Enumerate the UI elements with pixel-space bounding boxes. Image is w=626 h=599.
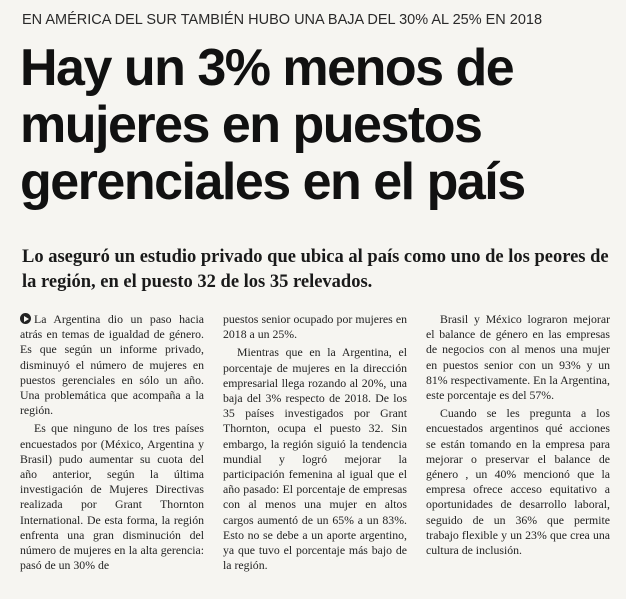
body-paragraph: Mientras que en la Argentina, el porcentaje de mujeres en la dirección empresarial llega rozando al 20%, una baja del 3% respecto de 2018. De los 35 países investigados por Grant Thornton, ocupa el puesto 32. Sin embargo, la región siguió la tendencia mundial y logró mejorar la participación femenina al igual que el año pasado: El porcentaje de empresas con al menos una mujer en altos cargos aumentó de un 65% a un 83%. Esto no se debe a un aporte argentino, ya que tuvo el porcentaje más bajo de la región.	[223, 345, 407, 573]
body-paragraph-text: La Argentina dio un paso hacia atrás en temas de igualdad de género. Es que según un informe privado, disminuyó el número de mujeres en puestos gerenciales en sólo un año. Una problemática que acompaña a la región.	[20, 312, 204, 418]
body-paragraph: Brasil y México lograron mejorar el balance de género en las empresas de negocios con al menos una mujer en puestos senior con un 93% y un 81% respectivamente. En la Argentina, este porcentaje es del 57%.	[426, 312, 610, 403]
headline	[20, 40, 620, 211]
body-paragraph	[20, 312, 204, 418]
body-column-3	[426, 312, 610, 558]
body-column-2	[223, 312, 407, 573]
headline-line: gerenciales en el país	[20, 153, 525, 211]
body-paragraph: puestos senior ocupado por mujeres en 2018 a un 25%.	[223, 312, 407, 342]
headline-line: mujeres en puestos	[20, 96, 482, 154]
kicker: EN AMÉRICA DEL SUR TAMBIÉN HUBO UNA BAJA DEL 30% AL 25% EN 2018	[22, 12, 543, 28]
article-body	[20, 312, 610, 587]
body-paragraph: Es que ninguno de los tres países encuestados por (México, Argentina y Brasil) pudo aumentar su cuota del año anterior, según la última investigación de Mujeres Directivas realizada por Grant Thornton International. De esta forma, la región enfrenta una gran disminución del número de mujeres en la alta gerencia: pasó de un 30% de	[20, 421, 204, 573]
body-paragraph: Cuando se les pregunta a los encuestados argentinos qué acciones se están tomando en la empresa para mejorar o preservar el balance de género , un 40% mencionó que la empresa ofrece acceso equitativo a oportunidades de desarrollo laboral, seguido de un 36% que permite trabajo flexible y un 23% que crea una cultura de inclusión.	[426, 406, 610, 558]
play-bullet-icon	[20, 313, 31, 324]
deck-summary: Lo aseguró un estudio privado que ubica al país como uno de los peores de la región, en el puesto 32 de los 35 relevados.	[22, 247, 609, 292]
headline-line: Hay un 3% menos de	[20, 39, 514, 97]
body-column-1	[20, 312, 204, 573]
